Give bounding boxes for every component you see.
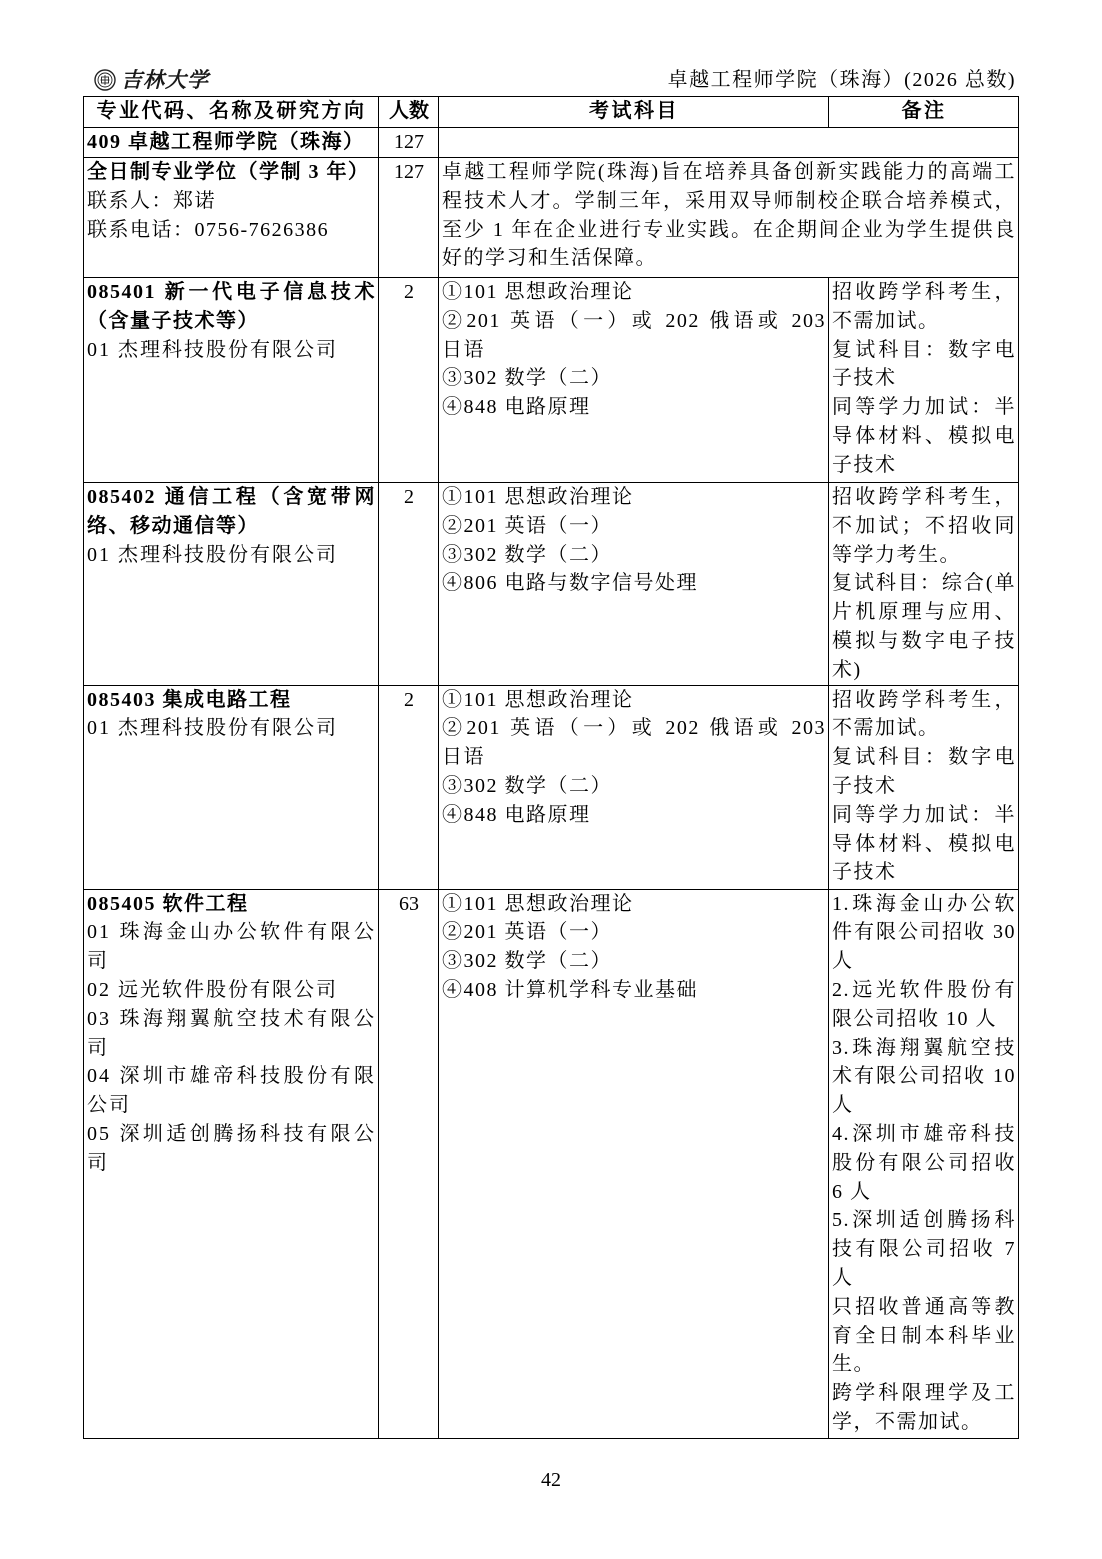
exam-subject-item: ①101 思想政治理论 (442, 892, 634, 915)
page-number: 42 (541, 1469, 561, 1491)
exam-subjects-cell (439, 483, 829, 686)
table-row (84, 278, 1019, 483)
direction-item: 01 杰理科技股份有限公司 (87, 338, 338, 361)
program-row (84, 158, 1019, 278)
remark-item: 招收跨学科考生，不加试；不招收同等学力考生。 (832, 486, 1016, 566)
document-title: 卓越工程师学院（珠海）(2026 总数) (667, 69, 1016, 91)
exam-subject-item: ②201 英语（一）或 202 俄语或 203 日语 (442, 717, 826, 769)
exam-subject-item: ④848 电路原理 (442, 396, 591, 419)
program-phone: 联系电话：0756-7626386 (87, 218, 330, 241)
exam-subject-item: ③302 数学（二） (442, 543, 612, 566)
remark-item: 只招收普通高等教育全日制本科毕业生。 (832, 1295, 1016, 1376)
major-cell (84, 889, 379, 1438)
exam-subject-item: ②201 英语（一） (442, 921, 612, 944)
column-header-subjects: 考试科目 (439, 97, 829, 128)
exam-subject-item: ②201 英语（一） (442, 514, 612, 537)
program-count: 127 (379, 158, 439, 278)
remark-item: 复试科目：数字电子技术 (832, 746, 1016, 797)
major-title: 085401 新一代电子信息技术（含量子技术等） (87, 281, 376, 332)
direction-item: 01 珠海金山办公软件有限公司 (87, 921, 376, 973)
enrollment-count: 2 (379, 685, 439, 889)
enrollment-table (83, 96, 1019, 1439)
major-cell (84, 685, 379, 889)
remarks-cell (829, 685, 1019, 889)
remark-item: 2.远光软件股份有限公司招收 10 人 (832, 978, 1016, 1030)
exam-subject-item: ①101 思想政治理论 (442, 281, 634, 303)
remarks-cell (829, 278, 1019, 483)
remark-item: 跨学科限理学及工学，不需加试。 (832, 1382, 1016, 1433)
exam-subject-item: ③302 数学（二） (442, 774, 612, 797)
exam-subjects-cell (439, 278, 829, 483)
program-cell (84, 158, 379, 278)
exam-subjects-cell (439, 889, 829, 1438)
exam-subject-item: ①101 思想政治理论 (442, 486, 634, 508)
direction-item: 04 深圳市雄帝科技股份有限公司 (87, 1065, 376, 1117)
major-cell (84, 278, 379, 483)
major-cell (84, 483, 379, 686)
column-header-remarks: 备注 (829, 97, 1019, 128)
school-row (84, 128, 1019, 158)
program-description: 卓越工程师学院(珠海)旨在培养具备创新实践能力的高端工程技术人才。学制三年，采用双导师制校企联合培养模式，至少 1 年在企业进行专业实践。在企期间企业为学生提供良好的学习和生活保障。 (439, 158, 1019, 278)
exam-subject-item: ③302 数学（二） (442, 367, 612, 390)
remark-item: 3.珠海翔翼航空技术有限公司招收 10 人 (832, 1036, 1016, 1117)
enrollment-count: 2 (379, 483, 439, 686)
remarks-cell (829, 889, 1019, 1438)
direction-item: 01 杰理科技股份有限公司 (87, 543, 338, 566)
remarks-cell (829, 483, 1019, 686)
remark-item: 招收跨学科考生，不需加试。 (832, 688, 1016, 740)
direction-item: 05 深圳适创腾扬科技有限公司 (87, 1122, 376, 1174)
column-header-count: 人数 (379, 97, 439, 128)
university-logo-text: 吉林大学 (121, 67, 209, 92)
remark-item: 同等学力加试：半导体材料、模拟电子技术 (832, 803, 1016, 884)
exam-subject-item: ②201 英语（一）或 202 俄语或 203 日语 (442, 309, 826, 361)
university-seal-icon (94, 69, 116, 91)
program-title: 全日制专业学位（学制 3 年） (87, 161, 370, 183)
direction-item: 01 杰理科技股份有限公司 (87, 717, 338, 740)
enrollment-count: 63 (379, 889, 439, 1438)
remark-item: 复试科目：综合(单片机原理与应用、模拟与数字电子技术) (832, 572, 1016, 681)
exam-subject-item: ④408 计算机学科专业基础 (442, 978, 698, 1001)
direction-item: 03 珠海翔翼航空技术有限公司 (87, 1007, 376, 1059)
school-title: 409 卓越工程师学院（珠海） (84, 128, 379, 158)
major-title: 085405 软件工程 (87, 892, 249, 915)
remark-item: 5.深圳适创腾扬科技有限公司招收 7 人 (832, 1209, 1016, 1289)
exam-subject-item: ④848 电路原理 (442, 803, 591, 826)
table-row (84, 483, 1019, 686)
remark-item: 招收跨学科考生，不需加试。 (832, 281, 1016, 332)
remark-item: 复试科目：数字电子技术 (832, 338, 1016, 390)
table-row (84, 685, 1019, 889)
remark-item: 1.珠海金山办公软件有限公司招收 30 人 (832, 892, 1016, 973)
program-contact: 联系人：郑诺 (87, 189, 216, 212)
major-title: 085402 通信工程（含宽带网络、移动通信等） (87, 486, 376, 537)
remark-item: 4.深圳市雄帝科技股份有限公司招收 6 人 (832, 1122, 1016, 1203)
table-row (84, 889, 1019, 1438)
school-empty-cell (439, 128, 1019, 158)
school-count: 127 (379, 128, 439, 158)
exam-subjects-cell (439, 685, 829, 889)
exam-subject-item: ①101 思想政治理论 (442, 688, 634, 711)
remark-item: 同等学力加试：半导体材料、模拟电子技术 (832, 396, 1016, 476)
table-header-row (84, 97, 1019, 128)
exam-subject-item: ④806 电路与数字信号处理 (442, 572, 698, 595)
direction-item: 02 远光软件股份有限公司 (87, 978, 338, 1001)
enrollment-count: 2 (379, 278, 439, 483)
column-header-major: 专业代码、名称及研究方向 (84, 97, 379, 128)
university-logo (94, 66, 209, 94)
major-title: 085403 集成电路工程 (87, 688, 292, 711)
exam-subject-item: ③302 数学（二） (442, 950, 612, 973)
